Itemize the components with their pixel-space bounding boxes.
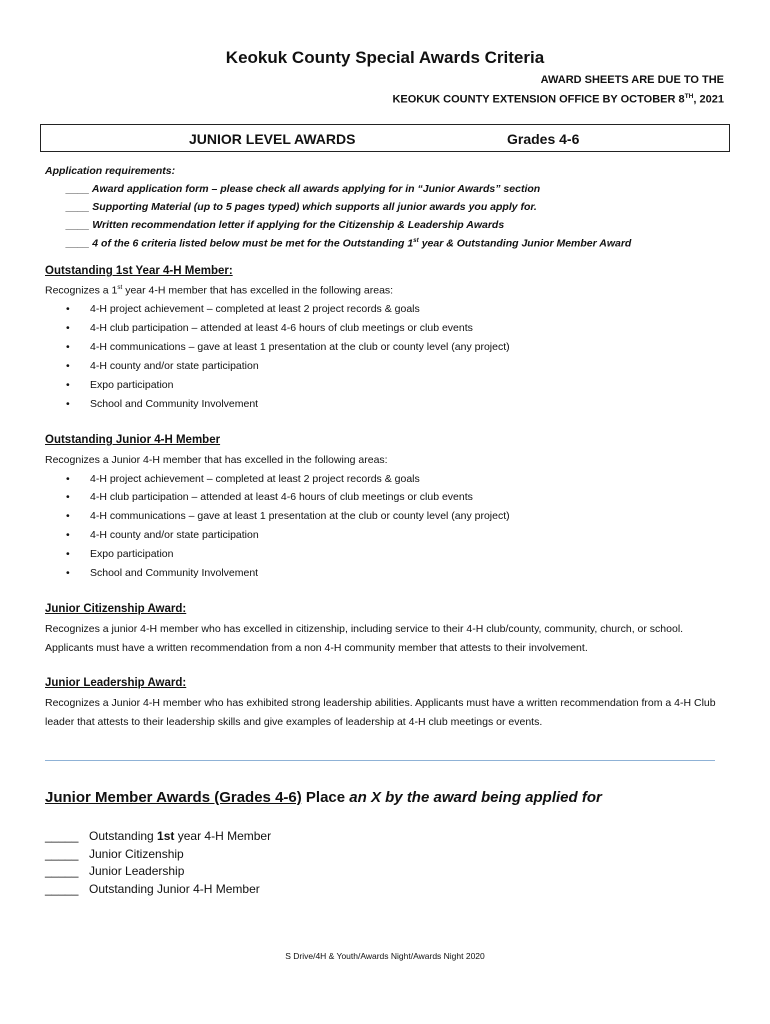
footer-path: S Drive/4H & Youth/Awards Night/Awards Night 2020 (285, 951, 485, 961)
page-title: Keokuk County Special Awards Criteria (225, 48, 545, 67)
first-year-heading: Outstanding 1st Year 4-H Member: (45, 265, 233, 277)
list-item: • Expo participation (66, 548, 174, 560)
junior-member-heading: Outstanding Junior 4-H Member (45, 434, 221, 446)
leadership-description: Recognizes a Junior 4-H member who has exhibited strong leadership abilities. Applicants must have a written recommendation from a 4-H Club leader that attests to their leadership skills and give examples of leadership at 4-H club meetings or events. (45, 697, 716, 728)
list-item: • 4-H communications – gave at least 1 presentation at the club or county level (any project) (66, 341, 510, 353)
level-label: JUNIOR LEVEL AWARDS (189, 131, 356, 147)
list-item: • 4-H club participation – attended at least 4-6 hours of club meetings or club events (66, 322, 473, 334)
requirement-item: ____ 4 of the 6 criteria listed below must be met for the Outstanding 1st year & Outstanding Junior Member Award (66, 237, 632, 250)
due-notice-line2: KEOKUK COUNTY EXTENSION OFFICE BY OCTOBER 8TH, 2021 (392, 93, 724, 106)
grades-label: Grades 4-6 (507, 131, 580, 147)
list-item: • 4-H communications – gave at least 1 presentation at the club or county level (any project) (66, 510, 510, 522)
citizenship-heading: Junior Citizenship Award: (45, 603, 187, 615)
list-item: • School and Community Involvement (66, 398, 259, 410)
level-banner (40, 124, 730, 152)
requirement-item: ____ Award application form – please check all awards applying for in “Junior Awards” section (66, 183, 541, 195)
due-notice-line1: AWARD SHEETS ARE DUE TO THE (540, 74, 724, 86)
list-item: • 4-H county and/or state participation (66, 360, 259, 372)
list-item: • 4-H club participation – attended at least 4-6 hours of club meetings or club events (66, 491, 473, 503)
award-option-citizenship[interactable]: _____ Junior Citizenship (45, 847, 184, 861)
list-item: • 4-H county and/or state participation (66, 529, 259, 541)
divider (45, 760, 715, 761)
list-item: • School and Community Involvement (66, 567, 259, 579)
requirements-heading: Application requirements: (45, 165, 176, 177)
list-item: • 4-H project achievement – completed at least 2 project records & goals (66, 303, 420, 315)
award-option-leadership[interactable]: _____ Junior Leadership (45, 864, 185, 878)
list-item: • 4-H project achievement – completed at least 2 project records & goals (66, 473, 420, 485)
awards-form-heading: Junior Member Awards (Grades 4-6) Place an X by the award being applied for (45, 789, 602, 806)
award-option-first-year[interactable]: _____ Outstanding 1st year 4-H Member (45, 829, 272, 843)
award-option-junior-member[interactable]: _____ Outstanding Junior 4-H Member (45, 882, 260, 896)
requirement-item: ____ Written recommendation letter if applying for the Citizenship & Leadership Awards (66, 219, 505, 231)
junior-member-intro: Recognizes a Junior 4-H member that has excelled in the following areas: (45, 454, 388, 466)
list-item: • Expo participation (66, 379, 174, 391)
first-year-intro: Recognizes a 1st year 4-H member that has excelled in the following areas: (45, 284, 394, 297)
leadership-heading: Junior Leadership Award: (45, 677, 187, 689)
requirement-item: ____ Supporting Material (up to 5 pages typed) which supports all junior awards you apply for. (66, 201, 537, 213)
citizenship-description: Recognizes a junior 4-H member who has excelled in citizenship, including service to their 4-H club/county, community, church, or school. Applicants must have a written recommendation from a non 4-H community member that attests to their involvement. (45, 623, 684, 654)
